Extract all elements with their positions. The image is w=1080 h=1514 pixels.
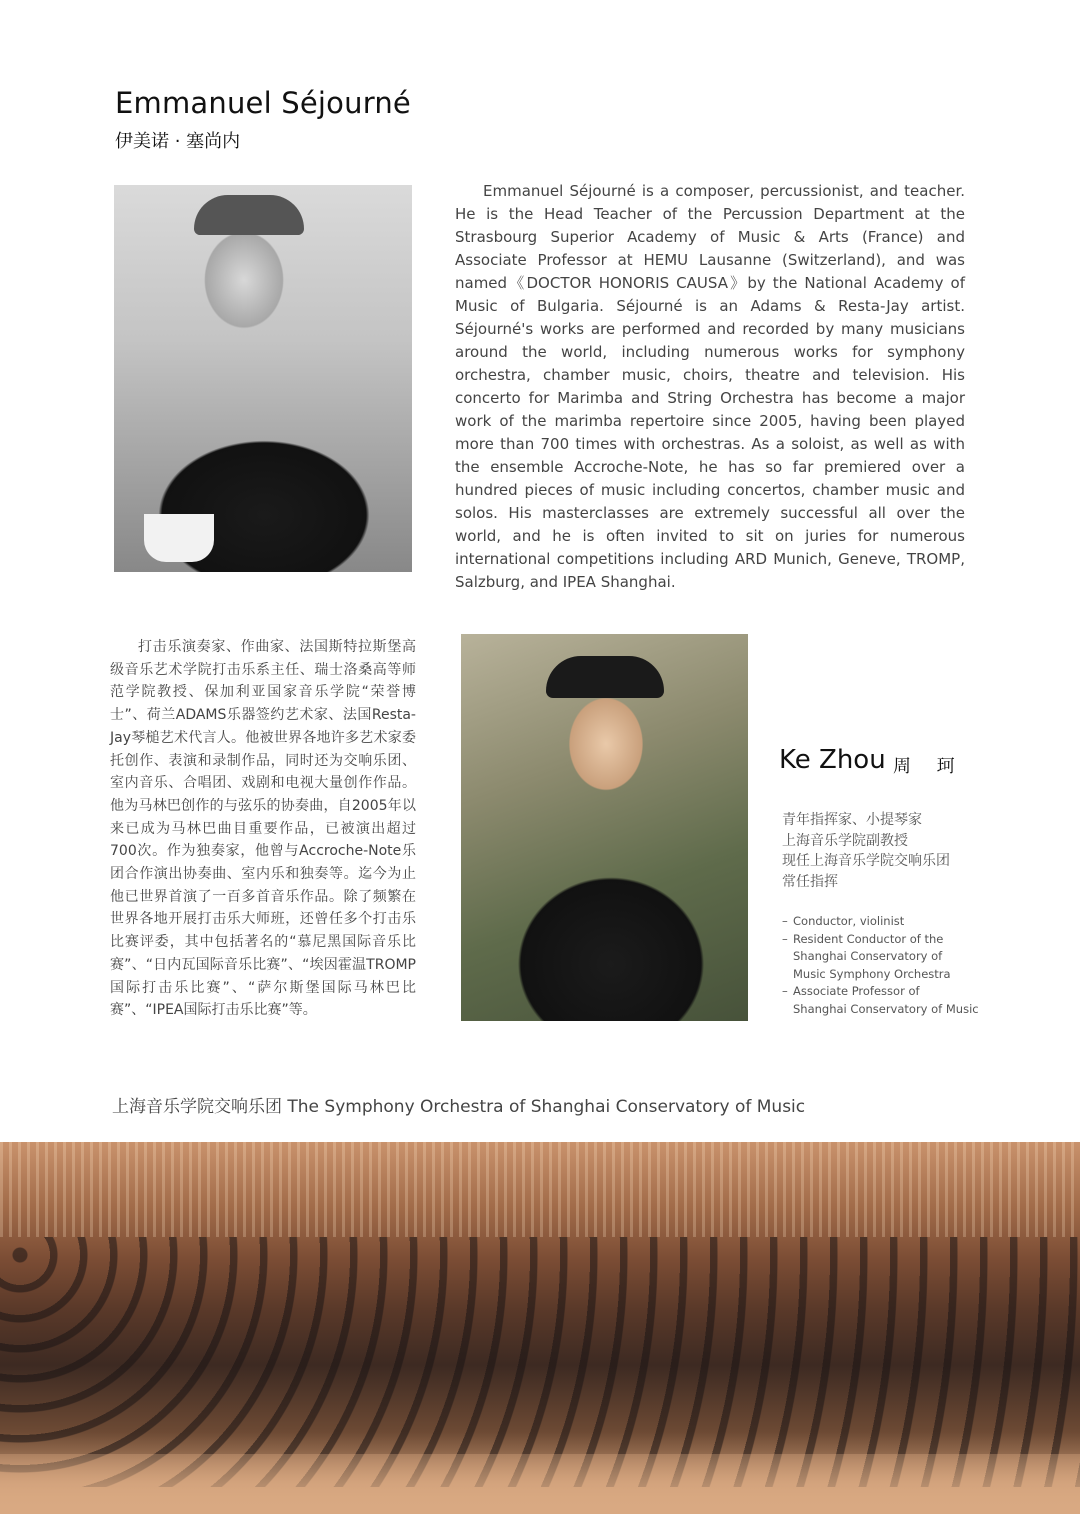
sejourne-bio-cn: 打击乐演奏家、作曲家、法国斯特拉斯堡高级音乐艺术学院打击乐系主任、瑞士洛桑高等师范学院教授、保加利亚国家音乐学院“荣誉博士”、荷兰ADAMS乐器签约艺术家、法国Resta-Jay琴槌艺术代言人。他被世界各地许多艺术家委托创作、表演和录制作品，同时还为交响乐团、室内音乐、合唱团、戏剧和电视大量创作作品。他为马林巴创作的与弦乐的协奏曲，自2005年以来已成为马林巴曲目重要作品，已被演出超过700次。作为独奏家，他曾与Accroche-Note乐团合作演出协奏曲、室内乐和独奏等。迄今为止他已世界首演了一百多首音乐作品。除了频繁在世界各地开展打击乐大师班，还曾任多个打击乐比赛评委，其中包括著名的“慕尼黑国际音乐比赛”、“日内瓦国际音乐比赛”、“埃因霍温TROMP国际打击乐比赛”、“萨尔斯堡国际马林巴比赛”、“IPEA国际打击乐比赛”等。 <box>110 639 416 1019</box>
dash-bullet: – <box>782 984 788 998</box>
sejourne-name-cn: 伊美诺 · 塞尚内 <box>115 131 241 152</box>
role-cn: 上海音乐学院副教授 <box>782 832 908 849</box>
kezhou-photo <box>461 634 748 1021</box>
photo-detail <box>144 514 214 562</box>
role-en-line: Associate Professor of <box>793 984 920 998</box>
sejourne-bio-en: Emmanuel Séjourné is a composer, percussionist, and teacher. He is the Head Teacher of the Percussion Department at the Strasbourg Superior Academy of Music & Arts (France) and Associate Professor at HEMU Lausanne (Switzerland), and was named《DOCTOR HONORIS CAUSA》by the National Academy of Music of Bulgaria. Séjourné is an Adams & Resta-Jay artist. Séjourné's works are performed and recorded by many musicians around the world, including numerous works for symphony orchestra, chamber music, choirs, theatre and television. His concerto for Marimba and String Orchestra has become a major work of the marimba repertoire since 2005, having been played more than 700 times with orchestras. As a soloist, as well as with the ensemble Accroche-Note, he has so far premiered over a hundred pieces of music including concertos, chamber music and solos. His masterclasses are extremely successful all over the world, and he is often invited to sit on juries for numerous international competitions including ARD Munich, Geneve, TROMP, Salzburg, and IPEA Shanghai. <box>455 182 965 591</box>
dash-bullet: – <box>782 931 788 946</box>
sejourne-photo <box>114 185 412 572</box>
role-en-line: Music Symphony Orchestra <box>793 966 951 981</box>
role-en-line: Shanghai Conservatory of <box>793 949 943 963</box>
role-cn: 现任上海音乐学院交响乐团 <box>782 853 950 869</box>
role-en-line: Conductor, violinist <box>793 914 905 928</box>
role-cn: 常任指挥 <box>782 873 838 890</box>
photo-detail <box>194 195 304 235</box>
photo-detail <box>0 1237 1080 1487</box>
kezhou-name-cn: 周 珂 <box>893 756 965 777</box>
orchestra-caption: 上海音乐学院交响乐团 The Symphony Orchestra of Shanghai Conservatory of Music <box>112 1097 806 1117</box>
dash-bullet: – <box>782 914 788 928</box>
role-en-line: Shanghai Conservatory of Music <box>793 1001 979 1016</box>
photo-detail <box>546 656 664 698</box>
role-en-item <box>782 931 979 984</box>
role-en-item <box>782 983 979 1018</box>
role-en-line: Resident Conductor of the <box>793 931 944 946</box>
kezhou-roles-en <box>782 913 979 1018</box>
photo-detail <box>0 1454 1080 1514</box>
sejourne-name: Emmanuel Séjourné <box>115 86 411 120</box>
role-cn: 青年指挥家、小提琴家 <box>782 812 922 828</box>
role-en-item <box>782 913 979 931</box>
kezhou-name: Ke Zhou <box>779 745 886 775</box>
kezhou-roles-cn <box>782 810 950 892</box>
orchestra-photo <box>0 1142 1080 1514</box>
photo-detail <box>0 1142 1080 1237</box>
